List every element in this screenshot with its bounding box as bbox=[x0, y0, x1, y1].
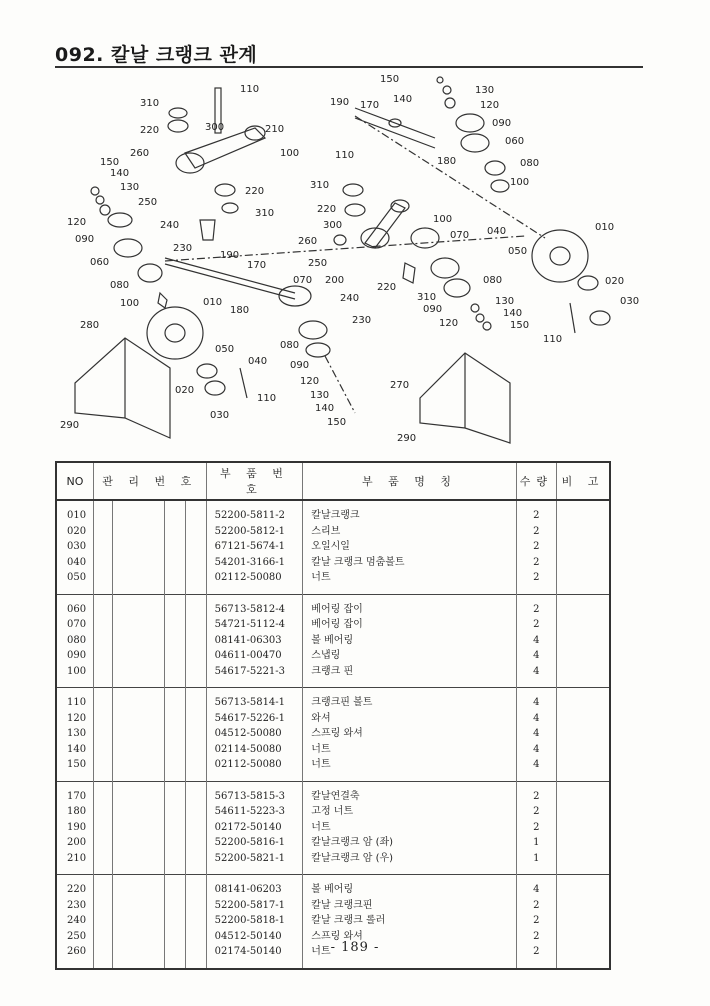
part-name-value: 너트 bbox=[311, 946, 331, 957]
part-number-value: 56713-5815-3 bbox=[214, 790, 286, 802]
part-name-value: 칼날 크랭크핀 bbox=[311, 899, 373, 911]
table-header-row bbox=[56, 462, 610, 500]
part-no-index-value: 050 bbox=[67, 572, 87, 583]
part-number-value: 52200-5818-1 bbox=[214, 915, 286, 926]
col-header-note: 비 고 bbox=[557, 462, 610, 500]
part-no-index-value: 090 bbox=[67, 650, 87, 661]
part-qty-value: 4 bbox=[533, 697, 540, 708]
part-number bbox=[207, 782, 303, 875]
svg-text:260: 260 bbox=[298, 236, 318, 247]
part-number-value: 67121-5674-1 bbox=[214, 541, 286, 552]
part-qty-value: 2 bbox=[533, 946, 540, 957]
part-no-index-value: 170 bbox=[67, 790, 87, 802]
part-name-value: 칼날크랭크 암 (우) bbox=[311, 852, 394, 864]
part-no-index-value: 150 bbox=[67, 759, 87, 770]
part-no-index-value: 260 bbox=[67, 946, 87, 957]
part-number-value: 54617-5226-1 bbox=[214, 712, 286, 724]
svg-text:120: 120 bbox=[300, 376, 320, 387]
svg-text:080: 080 bbox=[520, 158, 540, 169]
part-qty-value: 2 bbox=[533, 899, 540, 911]
part-name-value: 칼날크랭크 암 (좌) bbox=[311, 837, 394, 848]
empty-cell bbox=[185, 781, 206, 875]
empty-cell bbox=[557, 500, 610, 594]
svg-text:220: 220 bbox=[245, 186, 265, 197]
svg-text:220: 220 bbox=[377, 282, 397, 293]
part-name bbox=[303, 782, 515, 875]
svg-text:190: 190 bbox=[330, 97, 350, 108]
svg-text:100: 100 bbox=[433, 214, 453, 225]
part-number bbox=[207, 501, 303, 594]
col-header-part-name: 부 품 명 칭 bbox=[303, 462, 516, 500]
svg-text:080: 080 bbox=[110, 280, 130, 291]
svg-text:250: 250 bbox=[138, 197, 158, 208]
svg-text:310: 310 bbox=[255, 208, 275, 219]
part-no-index-value: 180 bbox=[67, 806, 87, 817]
part-name-value: 너트 bbox=[311, 759, 331, 770]
svg-text:280: 280 bbox=[80, 320, 100, 331]
part-name-value: 고정 너트 bbox=[311, 806, 354, 817]
empty-cell bbox=[165, 500, 186, 594]
part-qty-value: 2 bbox=[533, 572, 540, 583]
part-number-value: 54611-5223-3 bbox=[214, 806, 286, 817]
part-no-index-value: 020 bbox=[67, 525, 87, 537]
svg-text:310: 310 bbox=[140, 98, 160, 109]
empty-cell bbox=[185, 594, 206, 688]
page-number: - 189 - bbox=[330, 940, 380, 955]
part-name-value: 크랭크 핀 bbox=[311, 665, 354, 677]
table-row-group bbox=[56, 781, 610, 875]
svg-text:120: 120 bbox=[439, 318, 459, 329]
empty-cell bbox=[557, 781, 610, 875]
svg-text:200: 200 bbox=[325, 275, 345, 286]
part-no-index-value: 130 bbox=[67, 728, 87, 739]
part-qty-value: 4 bbox=[533, 759, 540, 770]
svg-text:150: 150 bbox=[380, 74, 400, 85]
part-no-index-value: 190 bbox=[67, 821, 87, 833]
part-number-value: 02112-50080 bbox=[214, 572, 282, 583]
part-qty-value: 4 bbox=[533, 712, 540, 724]
svg-text:110: 110 bbox=[240, 84, 260, 95]
svg-text:150: 150 bbox=[510, 320, 530, 331]
page-title: 092. 칼날 크랭크 관계 bbox=[55, 44, 258, 66]
svg-text:260: 260 bbox=[130, 148, 150, 159]
part-qty-value: 2 bbox=[533, 556, 540, 568]
svg-text:230: 230 bbox=[352, 315, 372, 326]
svg-text:090: 090 bbox=[75, 234, 95, 245]
svg-text:070: 070 bbox=[450, 230, 470, 241]
part-no-index-value: 140 bbox=[67, 743, 87, 755]
part-name bbox=[303, 688, 515, 781]
part-qty-value: 1 bbox=[533, 852, 540, 864]
svg-text:300: 300 bbox=[323, 220, 343, 231]
part-no-index-value: 210 bbox=[67, 852, 87, 864]
empty-cell bbox=[93, 688, 112, 782]
part-no-index-value: 080 bbox=[67, 634, 87, 646]
part-qty bbox=[517, 501, 556, 594]
part-name-value: 볼 베어링 bbox=[311, 634, 354, 646]
svg-text:170: 170 bbox=[247, 260, 267, 271]
svg-text:080: 080 bbox=[280, 340, 300, 351]
empty-cell bbox=[165, 781, 186, 875]
part-number-value: 02172-50140 bbox=[214, 821, 282, 833]
svg-text:040: 040 bbox=[248, 356, 268, 367]
part-name-value: 스프링 와셔 bbox=[311, 728, 363, 739]
part-qty-value: 4 bbox=[533, 728, 540, 739]
part-number-value: 52200-5821-1 bbox=[214, 852, 286, 864]
part-number bbox=[207, 595, 303, 688]
part-name-value: 볼 베어링 bbox=[311, 884, 354, 895]
part-name-value: 너트 bbox=[311, 821, 331, 833]
part-no-index-value: 040 bbox=[67, 556, 87, 568]
part-no-index-value: 110 bbox=[67, 697, 87, 708]
part-no-index bbox=[57, 782, 93, 875]
svg-text:030: 030 bbox=[210, 410, 230, 421]
svg-text:270: 270 bbox=[390, 380, 410, 391]
table-row-group bbox=[56, 594, 610, 688]
part-name-value: 오일시일 bbox=[311, 541, 350, 552]
empty-cell bbox=[557, 688, 610, 782]
svg-text:190: 190 bbox=[220, 250, 240, 261]
part-number-value: 04512-50080 bbox=[214, 728, 282, 739]
part-number-value: 08141-06203 bbox=[214, 884, 282, 895]
svg-text:050: 050 bbox=[508, 246, 528, 257]
part-qty bbox=[517, 782, 556, 875]
svg-text:250: 250 bbox=[308, 258, 328, 269]
svg-text:240: 240 bbox=[340, 293, 360, 304]
svg-text:020: 020 bbox=[175, 385, 195, 396]
svg-text:140: 140 bbox=[110, 168, 130, 179]
part-name-value: 너트 bbox=[311, 572, 331, 583]
part-name-value: 칼날크랭크 bbox=[311, 510, 360, 521]
part-no-index-value: 060 bbox=[67, 603, 87, 615]
svg-text:210: 210 bbox=[265, 124, 285, 135]
part-number-value: 02114-50080 bbox=[214, 743, 282, 755]
col-header-no: NO bbox=[56, 462, 93, 500]
part-no-index-value: 100 bbox=[67, 665, 87, 677]
part-number-value: 56713-5814-1 bbox=[214, 697, 286, 708]
svg-text:110: 110 bbox=[335, 150, 355, 161]
part-number-value: 04611-00470 bbox=[214, 650, 282, 661]
col-header-part-no: 부 품 번 호 bbox=[206, 462, 303, 500]
part-name-value: 베어링 잡이 bbox=[311, 619, 363, 630]
part-qty-value: 2 bbox=[533, 603, 540, 615]
svg-text:120: 120 bbox=[480, 100, 500, 111]
part-qty bbox=[517, 595, 556, 688]
svg-text:020: 020 bbox=[605, 276, 625, 287]
part-name bbox=[303, 501, 515, 594]
part-number-value: 54201-3166-1 bbox=[214, 556, 286, 568]
col-header-mgmt: 관 리 번 호 bbox=[93, 462, 206, 500]
part-qty-value: 1 bbox=[533, 837, 540, 848]
part-qty-value: 4 bbox=[533, 634, 540, 646]
part-name-value: 너트 bbox=[311, 743, 331, 755]
part-qty-value: 4 bbox=[533, 743, 540, 755]
empty-cell bbox=[93, 500, 112, 594]
svg-text:060: 060 bbox=[505, 136, 525, 147]
part-number-value: 02174-50140 bbox=[214, 946, 282, 957]
part-number-value: 56713-5812-4 bbox=[214, 603, 286, 615]
svg-text:080: 080 bbox=[483, 275, 503, 286]
svg-text:090: 090 bbox=[492, 118, 512, 129]
svg-text:040: 040 bbox=[487, 226, 507, 237]
part-number-value: 08141-06303 bbox=[214, 634, 282, 646]
part-number-value: 52200-5817-1 bbox=[214, 899, 286, 911]
svg-text:110: 110 bbox=[543, 334, 563, 345]
part-number-value: 02112-50080 bbox=[214, 759, 282, 770]
svg-text:030: 030 bbox=[620, 296, 640, 307]
part-qty-value: 2 bbox=[533, 525, 540, 537]
exploded-parts-diagram bbox=[55, 68, 645, 458]
part-qty-value: 2 bbox=[533, 510, 540, 521]
svg-text:090: 090 bbox=[290, 360, 310, 371]
empty-cell bbox=[557, 594, 610, 688]
part-no-index-value: 220 bbox=[67, 884, 87, 895]
part-qty-value: 2 bbox=[533, 806, 540, 817]
svg-text:090: 090 bbox=[423, 304, 443, 315]
svg-text:100: 100 bbox=[120, 298, 140, 309]
svg-text:100: 100 bbox=[510, 177, 530, 188]
col-header-qty: 수량 bbox=[516, 462, 556, 500]
parts-table bbox=[55, 461, 611, 970]
part-name-value: 스리브 bbox=[311, 525, 341, 537]
svg-text:130: 130 bbox=[120, 182, 140, 193]
svg-text:170: 170 bbox=[360, 100, 380, 111]
svg-text:220: 220 bbox=[317, 204, 337, 215]
part-qty-value: 4 bbox=[533, 884, 540, 895]
svg-text:060: 060 bbox=[90, 257, 110, 268]
empty-cell bbox=[165, 594, 186, 688]
part-name bbox=[303, 595, 515, 688]
svg-text:130: 130 bbox=[475, 85, 495, 96]
svg-text:310: 310 bbox=[417, 292, 437, 303]
part-qty-value: 2 bbox=[533, 790, 540, 802]
svg-text:180: 180 bbox=[437, 156, 457, 167]
empty-cell bbox=[165, 688, 186, 782]
svg-text:120: 120 bbox=[67, 217, 87, 228]
part-qty-value: 4 bbox=[533, 650, 540, 661]
part-name-value: 크랭크핀 볼트 bbox=[311, 697, 373, 708]
svg-text:180: 180 bbox=[230, 305, 250, 316]
part-no-index-value: 070 bbox=[67, 619, 87, 630]
part-no-index bbox=[57, 688, 93, 781]
svg-text:290: 290 bbox=[397, 433, 417, 444]
part-number bbox=[207, 688, 303, 781]
part-name-value: 칼날 크랭크 멈춤볼트 bbox=[311, 556, 405, 568]
empty-cell bbox=[93, 594, 112, 688]
part-qty-value: 2 bbox=[533, 930, 540, 942]
svg-text:130: 130 bbox=[495, 296, 515, 307]
part-no-index bbox=[57, 595, 93, 688]
svg-text:010: 010 bbox=[595, 222, 615, 233]
part-number-value: 54617-5221-3 bbox=[214, 665, 286, 677]
part-name-value: 칼날연결축 bbox=[311, 790, 360, 802]
part-no-index-value: 030 bbox=[67, 541, 87, 552]
svg-text:100: 100 bbox=[280, 148, 300, 159]
svg-text:310: 310 bbox=[310, 180, 330, 191]
empty-cell bbox=[185, 500, 206, 594]
part-name-value: 스프링 와셔 bbox=[311, 930, 363, 942]
part-no-index-value: 250 bbox=[67, 930, 87, 942]
svg-text:150: 150 bbox=[100, 157, 120, 168]
svg-text:050: 050 bbox=[215, 344, 235, 355]
part-qty-value: 2 bbox=[533, 821, 540, 833]
empty-cell bbox=[112, 594, 164, 688]
svg-text:110: 110 bbox=[257, 393, 277, 404]
table-row-group bbox=[56, 688, 610, 782]
part-no-index-value: 120 bbox=[67, 712, 87, 724]
empty-cell bbox=[93, 781, 112, 875]
svg-text:300: 300 bbox=[205, 122, 225, 133]
part-name-value: 스냅링 bbox=[311, 650, 341, 661]
part-no-index-value: 010 bbox=[67, 510, 87, 521]
part-number-value: 52200-5812-1 bbox=[214, 525, 286, 537]
part-no-index-value: 240 bbox=[67, 915, 87, 926]
part-number-value: 04512-50140 bbox=[214, 930, 282, 942]
table-row-group bbox=[56, 500, 610, 594]
part-name-value: 베어링 잡이 bbox=[311, 603, 363, 615]
svg-text:130: 130 bbox=[310, 390, 330, 401]
part-no-index bbox=[57, 501, 93, 594]
part-name-value: 칼날 크랭크 롤러 bbox=[311, 915, 386, 926]
svg-text:010: 010 bbox=[203, 297, 223, 308]
svg-text:150: 150 bbox=[327, 417, 347, 428]
empty-cell bbox=[112, 781, 164, 875]
part-qty-value: 2 bbox=[533, 541, 540, 552]
part-number-value: 52200-5816-1 bbox=[214, 837, 286, 848]
part-qty-value: 2 bbox=[533, 619, 540, 630]
empty-cell bbox=[185, 688, 206, 782]
empty-cell bbox=[112, 500, 164, 594]
part-no-index-value: 200 bbox=[67, 837, 87, 848]
svg-text:230: 230 bbox=[173, 243, 193, 254]
svg-text:220: 220 bbox=[140, 125, 160, 136]
part-number-value: 54721-5112-4 bbox=[214, 619, 286, 630]
part-number-value: 52200-5811-2 bbox=[214, 510, 286, 521]
svg-text:140: 140 bbox=[393, 94, 413, 105]
part-qty-value: 2 bbox=[533, 915, 540, 926]
part-name-value: 와셔 bbox=[311, 712, 331, 724]
svg-text:070: 070 bbox=[293, 275, 313, 286]
part-qty-value: 4 bbox=[533, 665, 540, 677]
svg-text:290: 290 bbox=[60, 420, 80, 431]
part-no-index-value: 230 bbox=[67, 899, 87, 911]
svg-text:240: 240 bbox=[160, 220, 180, 231]
part-qty bbox=[517, 688, 556, 781]
svg-text:140: 140 bbox=[315, 403, 335, 414]
svg-text:140: 140 bbox=[503, 308, 523, 319]
empty-cell bbox=[112, 688, 164, 782]
